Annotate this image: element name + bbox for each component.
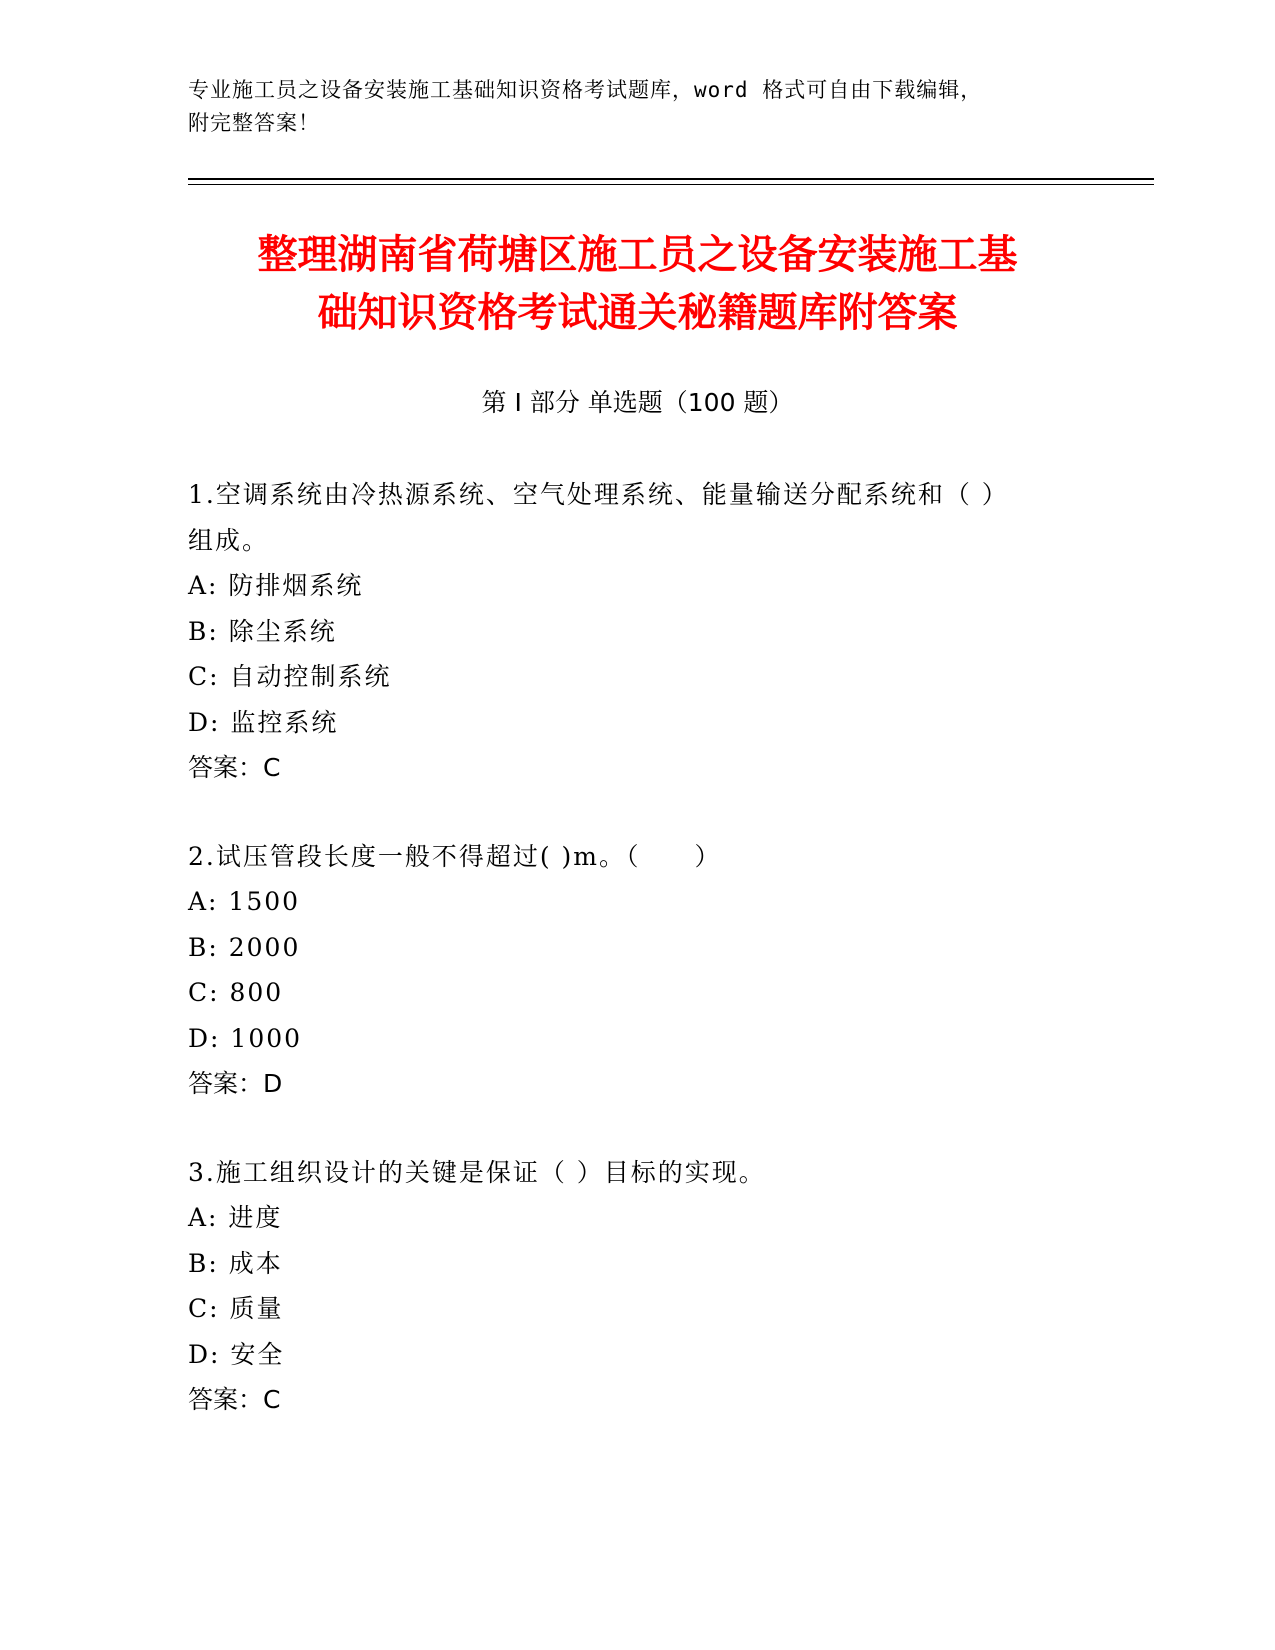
option-a: A: 防排烟系统: [188, 571, 364, 600]
option-d: D: 1000: [188, 1023, 303, 1053]
answer: 答案：C: [188, 753, 281, 782]
question-stem: 2.试压管段长度一般不得超过( )m。（ ）: [188, 841, 722, 871]
document-title: [150, 226, 1125, 342]
option-b: B: 成本: [188, 1248, 283, 1278]
option-c: C: 质量: [188, 1294, 284, 1323]
answer: 答案：C: [188, 1385, 281, 1414]
answer: 答案：D: [188, 1069, 283, 1098]
document-header-note: [188, 74, 1088, 140]
section-heading: 第 I 部分 单选题（100 题）: [481, 388, 794, 417]
document-title-line-2: 础知识资格考试通关秘籍题库附答案: [317, 290, 958, 336]
document-title-line-1: 整理湖南省荷塘区施工员之设备安装施工基: [257, 232, 1018, 278]
option-c: C: 自动控制系统: [188, 662, 392, 691]
header-divider-thick: [188, 178, 1154, 180]
option-b: B: 除尘系统: [188, 616, 337, 646]
question-2: [188, 834, 1088, 1107]
option-b: B: 2000: [188, 932, 301, 962]
question-1: [188, 472, 1088, 791]
option-c: C: 800: [188, 978, 284, 1007]
header-note-line-1: 专业施工员之设备安装施工基础知识资格考试题库，word 格式可自由下载编辑，: [188, 78, 983, 102]
header-note-line-2: 附完整答案！: [188, 111, 320, 135]
question-stem: 1.空调系统由冷热源系统、空气处理系统、能量输送分配系统和（ ）: [188, 480, 1009, 509]
question-3: [188, 1150, 1088, 1423]
question-list: [188, 472, 1088, 1466]
option-a: A: 进度: [188, 1203, 283, 1232]
question-stem-continued: 组成。: [188, 525, 270, 555]
header-divider-thin: [188, 184, 1154, 185]
option-a: A: 1500: [188, 887, 301, 916]
option-d: D: 监控系统: [188, 707, 339, 737]
option-d: D: 安全: [188, 1339, 285, 1369]
question-stem: 3.施工组织设计的关键是保证（ ）目标的实现。: [188, 1157, 766, 1187]
